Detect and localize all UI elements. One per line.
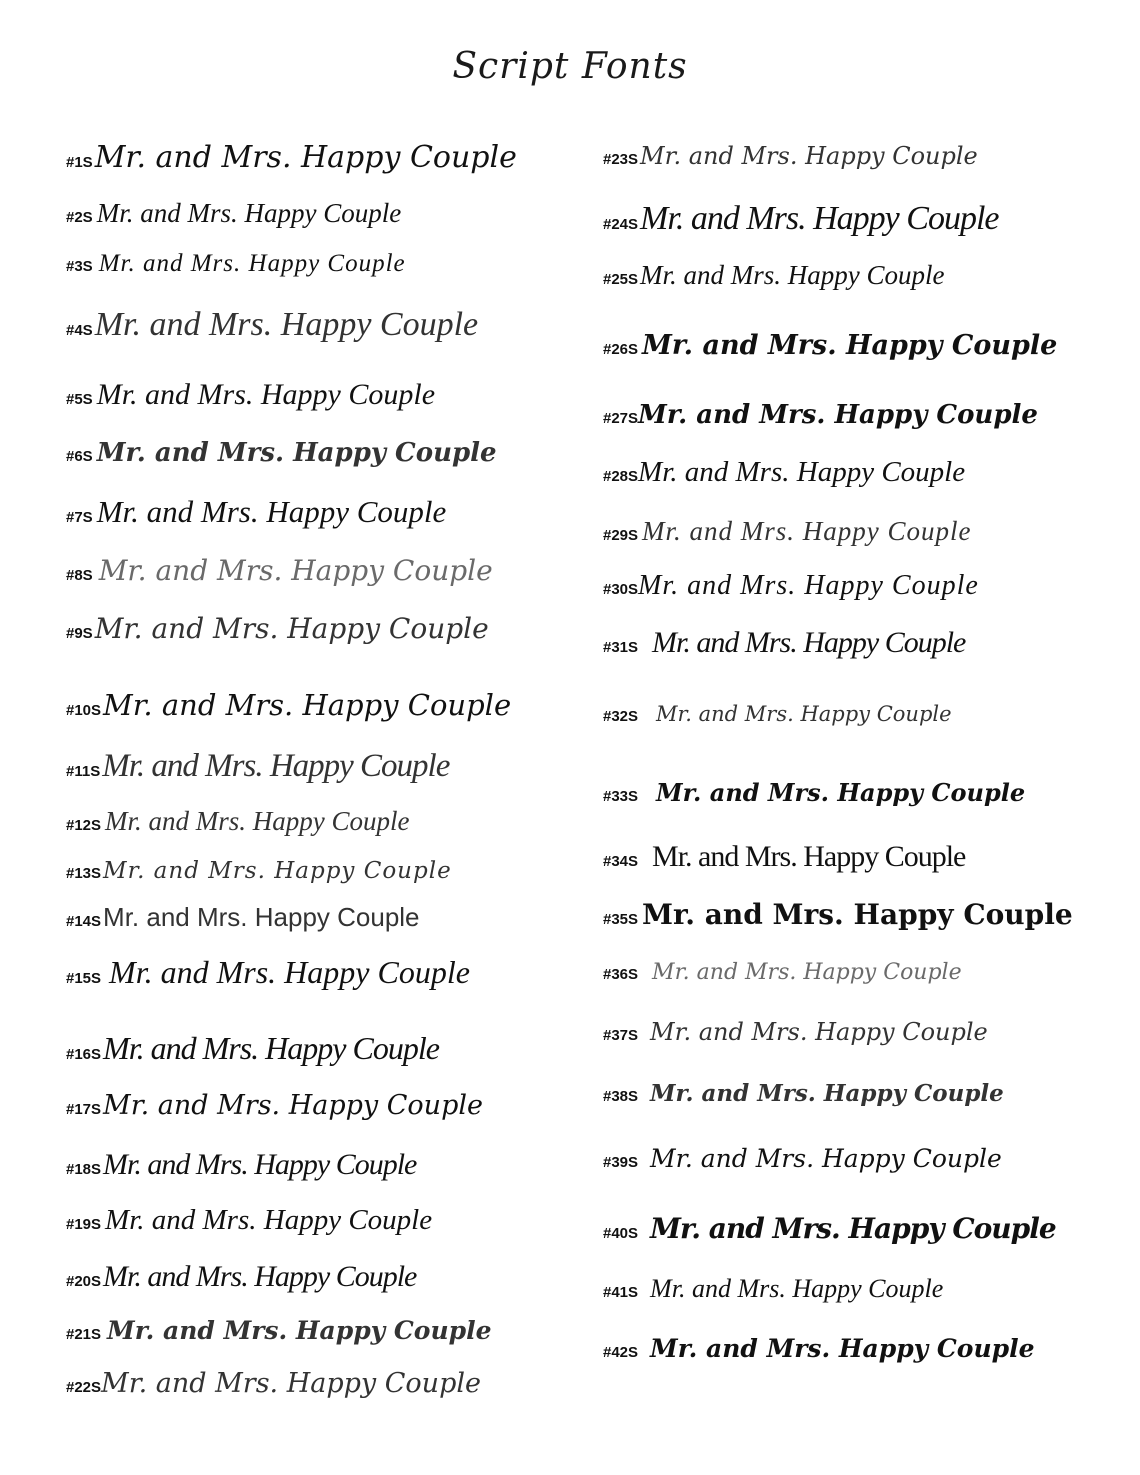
font-code: #19S: [66, 1216, 102, 1233]
font-row: [603, 898, 1073, 931]
font-code: #31S: [603, 639, 639, 656]
font-code: #38S: [603, 1088, 639, 1105]
font-row: [603, 260, 945, 291]
font-code: #15S: [66, 970, 102, 987]
font-code: #5S: [66, 391, 93, 408]
font-sample: Mr. and Mrs. Happy Couple: [650, 1334, 1035, 1363]
font-sample: Mr. and Mrs. Happy Couple: [638, 400, 1038, 430]
font-row: [66, 140, 517, 175]
font-sample: Mr. and Mrs. Happy Couple: [652, 626, 966, 659]
font-sample: Mr. and Mrs. Happy Couple: [103, 1260, 417, 1293]
font-row: [603, 400, 1038, 430]
font-code: #42S: [603, 1344, 639, 1361]
font-row: [66, 306, 478, 344]
font-row: [603, 142, 978, 170]
font-sample: Mr. and Mrs. Happy Couple: [98, 554, 493, 587]
font-row: [603, 456, 965, 489]
font-code: #20S: [66, 1273, 102, 1290]
font-sample: Mr. and Mrs. Happy Couple: [640, 260, 945, 290]
font-code: #17S: [66, 1101, 102, 1118]
font-row: [66, 494, 446, 530]
font-code: #25S: [603, 271, 639, 288]
font-row: [603, 570, 979, 602]
font-row: [66, 554, 493, 587]
font-row: [66, 198, 401, 229]
font-row: [66, 1368, 481, 1399]
font-code: #32S: [603, 708, 639, 725]
font-code: #14S: [66, 913, 102, 930]
font-sample: Mr. and Mrs. Happy Couple: [650, 1018, 988, 1046]
font-code: #40S: [603, 1225, 639, 1242]
font-sample: Mr. and Mrs. Happy Couple: [102, 748, 450, 784]
font-row: [603, 1018, 988, 1046]
font-code: #39S: [603, 1154, 639, 1171]
font-code: #16S: [66, 1046, 102, 1063]
font-row: [66, 438, 497, 468]
font-sample: Mr. and Mrs. Happy Couple: [642, 330, 1058, 361]
font-sample: Mr. and Mrs. Happy Couple: [642, 516, 972, 546]
font-row: [66, 250, 406, 278]
font-sample: Mr. and Mrs. Happy Couple: [105, 806, 410, 836]
font-sample: Mr. and Mrs. Happy Couple: [94, 612, 489, 645]
font-code: #21S: [66, 1326, 102, 1343]
font-row: [603, 840, 965, 874]
font-sample: Mr. and Mrs. Happy Couple: [103, 688, 512, 722]
font-code: #37S: [603, 1027, 639, 1044]
font-row: [66, 1030, 439, 1067]
page-title: Script Fonts: [452, 46, 688, 87]
font-code: #6S: [66, 448, 93, 465]
font-row: [66, 1260, 416, 1294]
font-row: [603, 778, 1025, 807]
font-code: #28S: [603, 468, 639, 485]
font-code: #41S: [603, 1284, 639, 1301]
font-code: #9S: [66, 625, 93, 642]
font-sample: Mr. and Mrs. Happy Couple: [94, 140, 517, 175]
font-code: #36S: [603, 966, 639, 983]
font-code: #8S: [66, 567, 93, 584]
font-row: [603, 1212, 1056, 1245]
font-code: #23S: [603, 151, 639, 168]
font-row: [603, 626, 965, 660]
font-row: [66, 688, 511, 722]
font-code: #30S: [603, 581, 639, 598]
font-row: [66, 1316, 492, 1345]
font-row: [66, 612, 489, 645]
font-code: #34S: [603, 853, 639, 870]
font-row: [66, 902, 420, 933]
font-code: #13S: [66, 865, 102, 882]
font-sample: Mr. and Mrs. Happy Couple: [109, 954, 470, 990]
font-sample: Mr. and Mrs. Happy Couple: [103, 858, 452, 884]
font-sample: Mr. and Mrs. Happy Couple: [656, 778, 1026, 807]
font-code: #26S: [603, 341, 639, 358]
font-code: #7S: [66, 509, 93, 526]
font-row: [603, 702, 952, 726]
font-row: [66, 378, 435, 412]
font-code: #24S: [603, 216, 639, 233]
font-code: #29S: [603, 527, 639, 544]
font-sample: Mr. and Mrs. Happy Couple: [94, 306, 479, 343]
font-code: #3S: [66, 258, 93, 275]
font-row: [603, 516, 972, 547]
font-sample: Mr. and Mrs. Happy Couple: [103, 1148, 417, 1181]
font-sample: Mr. and Mrs. Happy Couple: [105, 1204, 433, 1236]
font-code: #2S: [66, 209, 93, 226]
font-sample: Mr. and Mrs. Happy Couple: [96, 198, 402, 228]
font-code: #22S: [66, 1379, 102, 1396]
font-sample: Mr. and Mrs. Happy Couple: [640, 200, 999, 237]
font-code: #18S: [66, 1161, 102, 1178]
font-sample: Mr. and Mrs. Happy Couple: [101, 1368, 481, 1399]
font-row: [66, 806, 410, 837]
font-code: #10S: [66, 702, 102, 719]
font-sample: Mr. and Mrs. Happy Couple: [638, 570, 979, 601]
font-row: [66, 954, 470, 991]
font-code: #33S: [603, 788, 639, 805]
font-row: [66, 1090, 483, 1121]
font-sample: Mr. and Mrs. Happy Couple: [650, 1212, 1056, 1245]
font-row: [66, 1204, 432, 1237]
font-code: #35S: [603, 911, 639, 928]
font-sample: Mr. and Mrs. Happy Couple: [652, 960, 962, 985]
font-sample: Mr. and Mrs. Happy Couple: [103, 902, 420, 932]
font-sample: Mr. and Mrs. Happy Couple: [650, 1144, 1002, 1173]
font-sample: Mr. and Mrs. Happy Couple: [103, 1030, 439, 1066]
font-row: [603, 1080, 1004, 1107]
font-sample: Mr. and Mrs. Happy Couple: [650, 1080, 1004, 1107]
font-sample: Mr. and Mrs. Happy Couple: [652, 840, 966, 873]
font-row: [603, 960, 962, 985]
font-sample: Mr. and Mrs. Happy Couple: [96, 494, 447, 529]
font-row: [603, 330, 1057, 361]
font-sample: Mr. and Mrs. Happy Couple: [650, 1274, 944, 1303]
font-code: #27S: [603, 410, 639, 427]
font-sample: Mr. and Mrs. Happy Couple: [642, 898, 1073, 931]
font-row: [66, 1148, 416, 1182]
font-code: #11S: [66, 763, 101, 780]
font-row: [66, 858, 452, 884]
font-row: [603, 1274, 943, 1304]
font-row: [603, 1144, 1002, 1173]
font-sample: Mr. and Mrs. Happy Couple: [107, 1316, 492, 1345]
font-sample: Mr. and Mrs. Happy Couple: [98, 250, 406, 277]
font-sample: Mr. and Mrs. Happy Couple: [640, 142, 978, 170]
font-row: [603, 1334, 1035, 1363]
font-sample: Mr. and Mrs. Happy Couple: [656, 702, 952, 726]
font-sample: Mr. and Mrs. Happy Couple: [638, 456, 966, 488]
font-sample: Mr. and Mrs. Happy Couple: [96, 438, 497, 468]
font-code: #12S: [66, 817, 102, 834]
font-sample: Mr. and Mrs. Happy Couple: [96, 378, 436, 411]
font-row: [66, 748, 449, 785]
font-code: #4S: [66, 322, 93, 339]
font-code: #1S: [66, 154, 93, 171]
font-sample: Mr. and Mrs. Happy Couple: [103, 1090, 483, 1121]
font-row: [603, 200, 998, 238]
